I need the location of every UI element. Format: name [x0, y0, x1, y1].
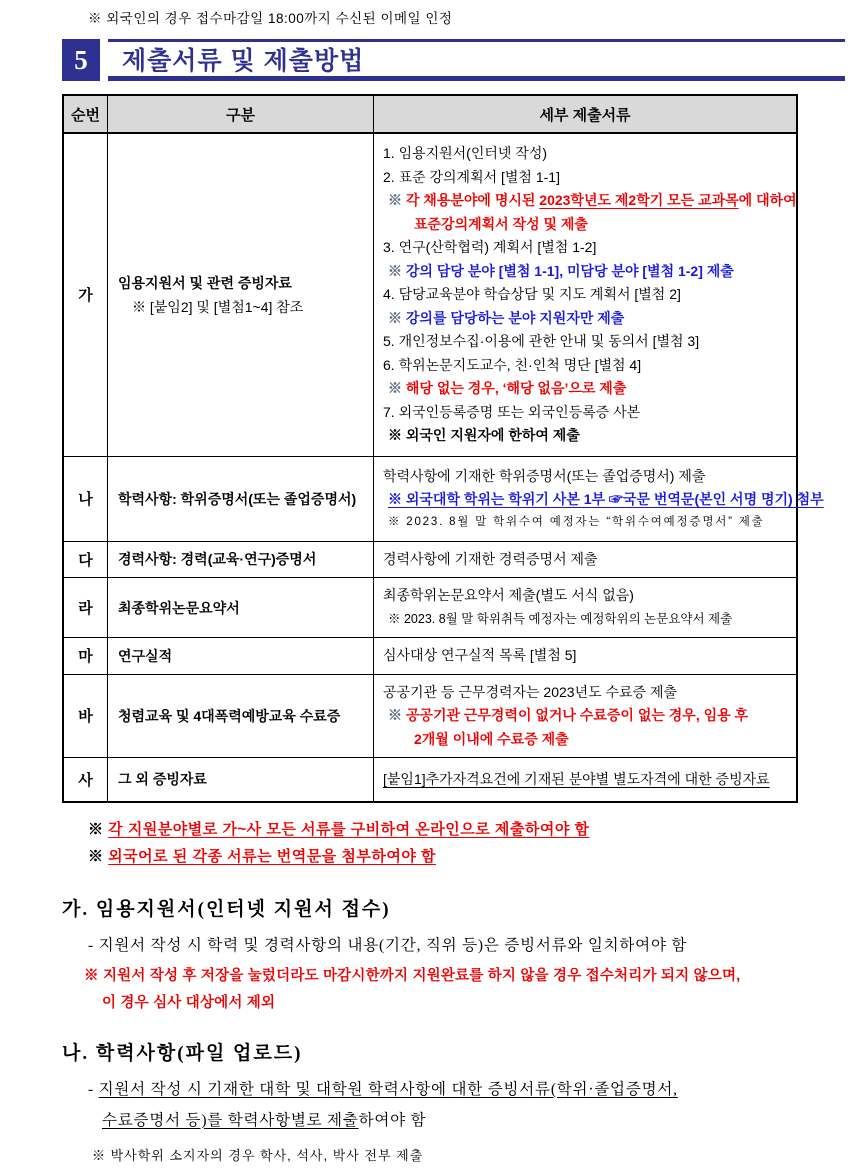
category-label [118, 768, 367, 790]
table-row [63, 541, 797, 578]
text-segment: ※ 2023. 8월 말 학위수여 예정자는 “학위수여예정증명서” 제출 [388, 515, 765, 528]
section-title-band [108, 39, 845, 81]
text-segment: ※ [388, 192, 406, 208]
text-segment: ※ 2023. 8월 말 학위취득 예정자는 예정학위의 논문요약서 제출 [388, 611, 733, 626]
text-segment: 외국어로 된 각종 서류는 번역문을 첨부하여야 함 [108, 847, 436, 865]
text-segment: ※ [84, 967, 103, 984]
text-segment: 4. 담당교육분야 학습상담 및 지도 계획서 [별첨 2] [383, 286, 681, 302]
text-segment: 6. 학위논문지도교수, 친·인척 명단 [별첨 4] [383, 356, 642, 373]
row-details-cell [374, 578, 798, 638]
row-category-cell [108, 758, 374, 802]
text-segment: 연구실적 [118, 647, 173, 664]
table-note [88, 843, 850, 870]
section-header [62, 39, 845, 81]
detail-line [383, 681, 790, 705]
text-segment: 공공기관 근무경력이 없거나 수료증이 없는 경우, 임용 후 [405, 707, 749, 723]
text-segment: 표준강의계획서 작성 및 제출 [414, 215, 588, 232]
row-number-cell: 다 [63, 541, 108, 578]
bottom-sections [62, 894, 850, 1168]
documents-table [62, 94, 824, 803]
text-segment: 하여야 함 [358, 1111, 427, 1129]
text-segment: 경력사항: 경력(교육·연구)증명서 [118, 551, 317, 568]
text-segment: 이 경우 심사 대상에서 제외 [102, 994, 276, 1011]
text-segment: 2개월 이내에 수료증 제출 [414, 730, 569, 747]
section-item [88, 1108, 850, 1133]
text-segment: 각 지원분야별로 가~사 모든 서류를 구비하여 온라인으로 제출하여야 함 [108, 820, 590, 838]
row-category-cell [108, 133, 374, 456]
detail-line [383, 488, 824, 512]
text-segment: 2023학년도 제2학기 모든 교과목 [539, 192, 739, 208]
table-row [63, 638, 797, 675]
row-details-cell [374, 541, 798, 578]
text-segment: ※ [붙임2] 및 [별첨1~4] 참조 [132, 298, 304, 315]
text-segment: 청렴교육 및 4대폭력예방교육 수료증 [118, 707, 341, 724]
row-category-cell [108, 674, 374, 758]
row-details-cell [374, 674, 798, 758]
col-header-no: 순번 [63, 95, 108, 133]
row-details-cell [374, 758, 798, 802]
section-heading: 나. 학력사항(파일 업로드) [62, 1042, 303, 1064]
text-segment: 에 대하여 [738, 192, 797, 208]
detail-line [383, 512, 790, 533]
detail-line [383, 142, 790, 166]
section-item [92, 1143, 850, 1168]
section-item [88, 933, 850, 958]
text-segment: 강의 담당 분야 [별첨 1-1], 미담당 분야 [별첨 1-2] 제출 [405, 262, 734, 279]
text-segment: ※ [388, 380, 406, 396]
section-number-badge: 5 [62, 39, 100, 81]
table-header-row [63, 95, 797, 133]
detail-line [383, 236, 790, 260]
detail-line [383, 213, 790, 237]
row-details-cell [374, 133, 798, 456]
text-segment: 학력사항에 기재한 학위증명서(또는 졸업증명서) 제출 [383, 467, 706, 484]
detail-line [383, 768, 790, 792]
text-segment: 1. 임용지원서(인터넷 작성) [383, 145, 548, 161]
category-label [118, 645, 367, 667]
row-number-cell: 마 [63, 638, 108, 675]
row-number-cell: 나 [63, 456, 108, 541]
section-heading: 가. 임용지원서(인터넷 지원서 접수) [62, 898, 391, 920]
text-segment: ※ [388, 309, 406, 326]
category-label [118, 548, 367, 570]
row-number-cell: 가 [63, 133, 108, 456]
text-segment: - [88, 1080, 99, 1098]
text-segment: [붙임1]추가자격요건에 기재된 분야별 별도자격에 대한 증빙자료 [383, 770, 770, 787]
category-label [118, 272, 367, 294]
row-category-cell [108, 638, 374, 675]
row-details-cell [374, 456, 824, 541]
table-row [63, 133, 797, 456]
table-row [63, 578, 797, 638]
section-item [84, 964, 850, 989]
section-title: 제출서류 및 제출방법 [122, 47, 365, 75]
section-item [88, 1077, 850, 1102]
detail-line [383, 189, 797, 213]
row-category-cell [108, 578, 374, 638]
detail-line [383, 608, 790, 632]
text-segment: 최종학위논문요약서 [118, 599, 240, 616]
category-label [118, 488, 367, 510]
text-segment: 임용지원서 및 관련 증빙자료 [118, 274, 292, 291]
detail-line [383, 424, 790, 448]
row-number-cell: 바 [63, 674, 108, 758]
text-segment: 경력사항에 기재한 경력증명서 제출 [383, 550, 598, 567]
row-category-cell [108, 456, 374, 541]
col-header-category: 구분 [108, 95, 374, 133]
text-segment: 심사대상 연구실적 목록 [별첨 5] [383, 647, 577, 663]
detail-line [383, 728, 790, 752]
text-segment: ※ 외국인 지원자에 한하여 제출 [388, 427, 580, 443]
text-segment: 7. 외국인등록증명 또는 외국인등록증 사본 [383, 403, 641, 420]
col-header-details: 세부 제출서류 [374, 95, 798, 133]
table-notes [88, 816, 850, 870]
text-segment: ※ [388, 262, 406, 279]
detail-line [383, 166, 790, 190]
category-label [118, 597, 367, 619]
detail-line [383, 465, 790, 489]
row-number-cell: 라 [63, 578, 108, 638]
top-note: ※ 외국인의 경우 접수마감일 18:00까지 수신된 이메일 인정 [88, 11, 453, 26]
text-segment: ※ [388, 707, 406, 723]
row-number-cell: 사 [63, 758, 108, 802]
text-segment: ※ 외국대학 학위는 학위기 사본 1부 ☞국문 번역문(본인 서명 명기) 첨부 [388, 491, 824, 507]
detail-line [383, 584, 790, 608]
text-segment: 지원서 작성 후 저장을 눌렀더라도 마감시한까지 지원완료를 하지 않을 경우 접수처리가 되지 않으며, [102, 967, 741, 984]
table-row [63, 456, 797, 541]
section-item [84, 991, 850, 1016]
text-segment: - 지원서 작성 시 학력 및 경력사항의 내용(기간, 직위 등)은 증빙서류와 일치하여야 함 [88, 936, 688, 954]
category-subnote [118, 296, 367, 318]
text-segment: ※ [88, 847, 109, 865]
text-segment: 강의를 담당하는 분야 지원자만 제출 [405, 309, 625, 326]
text-segment: 최종학위논문요약서 제출(별도 서식 없음) [383, 587, 634, 603]
text-segment: 5. 개인정보수집·이용에 관한 안내 및 동의서 [별첨 3] [383, 333, 700, 349]
detail-line [383, 307, 790, 331]
row-details-cell [374, 638, 798, 675]
table-row [63, 674, 797, 758]
detail-line [383, 401, 790, 425]
text-segment: 각 채용분야에 명시된 [405, 192, 540, 208]
text-segment: 수료증명서 등)를 학력사항별로 제출 [102, 1111, 359, 1129]
text-segment: 공공기관 등 근무경력자는 2023년도 수료증 제출 [383, 683, 678, 700]
table-note [88, 816, 850, 843]
text-segment: 2. 표준 강의계획서 [별첨 1-1] [383, 168, 560, 185]
detail-line [383, 704, 790, 728]
detail-line [383, 377, 790, 401]
detail-line [383, 354, 790, 378]
detail-line [383, 330, 790, 354]
text-segment: 3. 연구(산학협력) 계획서 [별첨 1-2] [383, 239, 597, 255]
detail-line [383, 548, 790, 572]
text-segment: 그 외 증빙자료 [118, 771, 207, 788]
text-segment: ※ [88, 820, 109, 838]
row-category-cell [108, 541, 374, 578]
detail-line [383, 260, 790, 284]
detail-line [383, 283, 790, 307]
table-row [63, 758, 797, 802]
text-segment: 지원서 작성 시 기재한 대학 및 대학원 학력사항에 대한 증빙서류(학위·졸업증명서, [98, 1080, 678, 1098]
category-label [118, 705, 367, 727]
text-segment: 학력사항: 학위증명서(또는 졸업증명서) [118, 490, 357, 507]
text-segment: 해당 없는 경우, ‘해당 없음’으로 제출 [405, 380, 627, 396]
detail-line [383, 644, 790, 668]
text-segment: ※ 박사학위 소지자의 경우 학사, 석사, 박사 전부 제출 [92, 1147, 424, 1163]
